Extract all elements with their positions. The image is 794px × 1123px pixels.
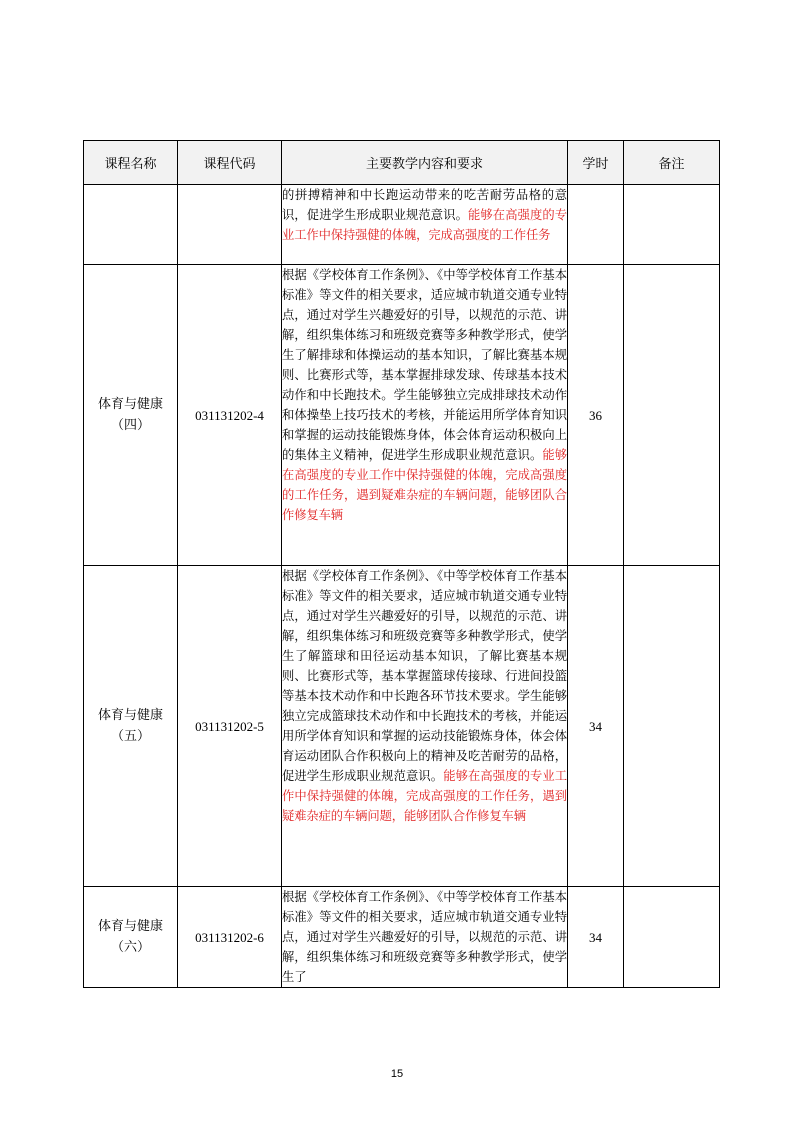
- course-hours-cell: [568, 185, 624, 265]
- course-name-cell: [84, 185, 178, 265]
- content-text: 根据《学校体育工作条例》、《中等学校体育工作基本标准》等文件的相关要求，适应城市轨道交通专业特点，通过对学生兴趣爱好的引导，以规范的示范、讲解，组织集体练习和班级竞赛等多种教学形式，使学生了: [282, 890, 567, 984]
- content-highlight-text: 能够在高强度的专业工作中保持强健的体魄，完成高强度的工作任务，遇到疑难杂症的车辆问题，能够团队合作修复车辆: [282, 769, 567, 823]
- header-course-code: 课程代码: [178, 141, 282, 185]
- table-header-row: [84, 141, 720, 185]
- course-name-cell: [84, 265, 178, 566]
- course-content-cell: [282, 265, 568, 566]
- content-text: 根据《学校体育工作条例》、《中等学校体育工作基本标准》等文件的相关要求，适应城市轨道交通专业特点，通过对学生兴趣爱好的引导，以规范的示范、讲解，组织集体练习和班级竞赛等多种教学形式，使学生了解篮球和田径运动基本知识，了解比赛基本规则、比赛形式等，基本掌握篮球传接球、行进间投篮等基本技术动作和中长跑各环节技术要求。学生能够独立完成篮球技术动作和中长跑技术的考核，并能运用所学体育知识和掌握的运动技能锻炼身体，体会体育运动团队合作积极向上的精神及吃苦耐劳的品格，促进学生形成职业规范意识。: [282, 569, 567, 783]
- course-name-line2: （四）: [110, 418, 150, 433]
- content-highlight-text: 能够在高强度的专业工作中保持强健的体魄，完成高强度的工作任务: [282, 208, 567, 242]
- course-content-cell: [282, 185, 568, 265]
- header-course-content: 主要教学内容和要求: [282, 141, 568, 185]
- course-name-line1: 体育与健康: [97, 708, 163, 723]
- course-content-cell: [282, 566, 568, 887]
- table-row: [84, 566, 720, 887]
- course-hours-cell: 34: [568, 566, 624, 887]
- header-course-name: 课程名称: [84, 141, 178, 185]
- course-note-cell: [624, 887, 720, 988]
- course-note-cell: [624, 566, 720, 887]
- table-row: [84, 185, 720, 265]
- course-code-cell: 031131202-6: [178, 887, 282, 988]
- course-code-cell: 031131202-5: [178, 566, 282, 887]
- course-name-cell: [84, 887, 178, 988]
- course-content-cell: [282, 887, 568, 988]
- course-name-line2: （五）: [110, 729, 150, 744]
- header-hours: 学时: [568, 141, 624, 185]
- course-hours-cell: 36: [568, 265, 624, 566]
- course-code-cell: 031131202-4: [178, 265, 282, 566]
- content-text: 的拼搏精神和中长跑运动带来的吃苦耐劳品格的意识，促进学生形成职业规范意识。: [282, 188, 567, 222]
- course-table: [83, 140, 720, 988]
- course-code-cell: [178, 185, 282, 265]
- course-note-cell: [624, 265, 720, 566]
- course-name-line1: 体育与健康: [97, 919, 163, 934]
- course-name-line2: （六）: [110, 940, 150, 955]
- content-highlight-text: 能够在高强度的专业工作中保持强健的体魄，完成高强度的工作任务，遇到疑难杂症的车辆问题，能够团队合作修复车辆: [282, 448, 567, 522]
- course-hours-cell: 34: [568, 887, 624, 988]
- course-name-line1: 体育与健康: [97, 397, 163, 412]
- course-name-cell: [84, 566, 178, 887]
- table-row: [84, 887, 720, 988]
- page-number: 15: [390, 1068, 404, 1080]
- course-note-cell: [624, 185, 720, 265]
- table-row: [84, 265, 720, 566]
- header-notes: 备注: [624, 141, 720, 185]
- content-text: 根据《学校体育工作条例》、《中等学校体育工作基本标准》等文件的相关要求，适应城市轨道交通专业特点，通过对学生兴趣爱好的引导，以规范的示范、讲解，组织集体练习和班级竞赛等多种教学形式，使学生了解排球和体操运动的基本知识，了解比赛基本规则、比赛形式等，基本掌握排球发球、传球基本技术动作和中长跑技术。学生能够独立完成排球技术动作和体操垫上技巧技术的考核，并能运用所学体育知识和掌握的运动技能锻炼身体，体会体育运动积极向上的集体主义精神，促进学生形成职业规范意识。: [282, 268, 567, 462]
